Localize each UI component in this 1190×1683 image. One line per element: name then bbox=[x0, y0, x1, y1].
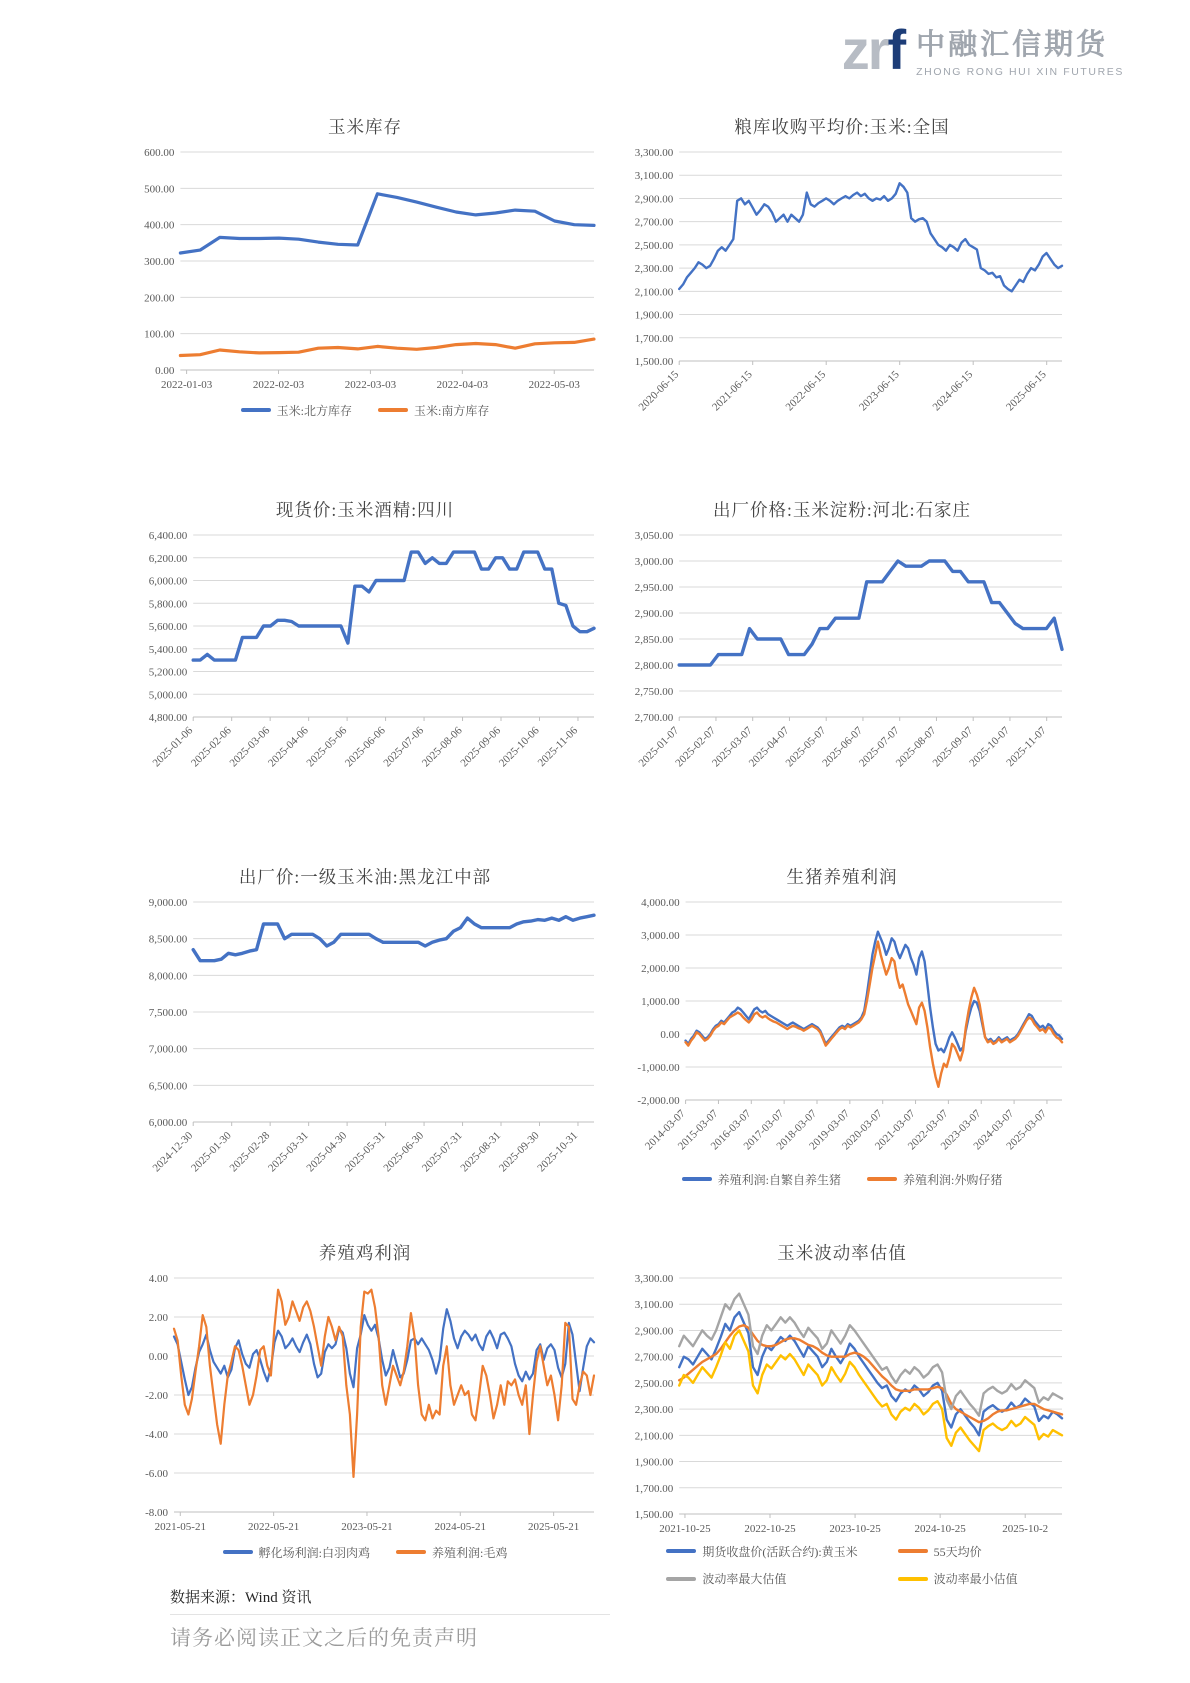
svg-text:9,000.00: 9,000.00 bbox=[148, 897, 188, 909]
svg-text:3,100.00: 3,100.00 bbox=[634, 170, 674, 183]
svg-text:2025-03-31: 2025-03-31 bbox=[265, 1129, 311, 1175]
svg-text:2,700.00: 2,700.00 bbox=[634, 712, 674, 724]
svg-text:2025-09-07: 2025-09-07 bbox=[930, 724, 976, 770]
chart-legend bbox=[130, 1538, 600, 1566]
chart-grain-depot-purchase-price bbox=[616, 112, 1068, 427]
svg-text:2,750.00: 2,750.00 bbox=[634, 686, 674, 698]
svg-text:-8.00: -8.00 bbox=[145, 1507, 168, 1519]
svg-text:2025-08-31: 2025-08-31 bbox=[458, 1129, 504, 1175]
svg-text:2021-03-07: 2021-03-07 bbox=[872, 1107, 918, 1153]
svg-text:1,900.00: 1,900.00 bbox=[634, 309, 674, 322]
svg-text:2,850.00: 2,850.00 bbox=[634, 634, 674, 646]
svg-text:4,800.00: 4,800.00 bbox=[148, 712, 188, 724]
data-source-note: 数据来源：Wind 资讯 bbox=[170, 1586, 610, 1615]
chart-plot bbox=[616, 529, 1068, 783]
svg-text:3,000.00: 3,000.00 bbox=[634, 556, 674, 568]
logo-zr-text: zr bbox=[841, 18, 888, 81]
svg-text:2025-10-06: 2025-10-06 bbox=[496, 724, 542, 770]
chart-title: 养殖鸡利润 bbox=[318, 1243, 412, 1263]
svg-text:5,200.00: 5,200.00 bbox=[148, 666, 188, 679]
svg-text:2025-09-06: 2025-09-06 bbox=[458, 724, 504, 770]
chart-plot bbox=[130, 529, 600, 783]
svg-text:2,900.00: 2,900.00 bbox=[634, 608, 674, 620]
svg-text:2,900.00: 2,900.00 bbox=[634, 1325, 674, 1338]
legend-item bbox=[378, 402, 489, 419]
chart-title: 粮库收购平均价:玉米:全国 bbox=[734, 117, 950, 137]
svg-text:2025-03-06: 2025-03-06 bbox=[227, 724, 273, 770]
svg-text:1,900.00: 1,900.00 bbox=[634, 1456, 674, 1469]
svg-text:2025-04-30: 2025-04-30 bbox=[304, 1129, 350, 1175]
svg-text:5,800.00: 5,800.00 bbox=[148, 598, 188, 611]
legend-label: 55天均价 bbox=[933, 1544, 982, 1559]
chart-title: 生猪养殖利润 bbox=[786, 867, 898, 887]
svg-text:2,900.00: 2,900.00 bbox=[634, 193, 674, 206]
svg-text:2025-09-30: 2025-09-30 bbox=[496, 1129, 542, 1175]
svg-text:2022-04-03: 2022-04-03 bbox=[436, 379, 489, 391]
svg-text:6,500.00: 6,500.00 bbox=[148, 1080, 188, 1093]
svg-text:500.00: 500.00 bbox=[144, 183, 175, 196]
legend-item bbox=[666, 1543, 857, 1560]
svg-text:2025-05-06: 2025-05-06 bbox=[304, 724, 350, 770]
svg-text:2022-03-03: 2022-03-03 bbox=[344, 379, 397, 391]
svg-text:2018-03-07: 2018-03-07 bbox=[774, 1107, 820, 1153]
svg-text:2025-08-06: 2025-08-06 bbox=[419, 724, 465, 770]
logo-text-block bbox=[916, 22, 1124, 78]
svg-text:2021-10-25: 2021-10-25 bbox=[659, 1523, 711, 1535]
svg-text:2025-05-07: 2025-05-07 bbox=[783, 724, 829, 770]
svg-text:2022-01-03: 2022-01-03 bbox=[160, 379, 213, 391]
logo-mark bbox=[841, 18, 905, 81]
svg-text:4,000.00: 4,000.00 bbox=[641, 897, 680, 909]
svg-text:2,700.00: 2,700.00 bbox=[634, 216, 674, 229]
svg-text:2025-03-07: 2025-03-07 bbox=[710, 724, 755, 770]
chart-corn-volatility-valuation bbox=[616, 1238, 1068, 1590]
svg-text:2025-02-28: 2025-02-28 bbox=[227, 1129, 273, 1175]
svg-text:2,950.00: 2,950.00 bbox=[634, 582, 674, 594]
svg-text:0.00: 0.00 bbox=[660, 1029, 680, 1041]
svg-text:2025-06-30: 2025-06-30 bbox=[381, 1129, 427, 1175]
logo-f-text: f bbox=[887, 18, 905, 81]
svg-text:2025-04-07: 2025-04-07 bbox=[746, 724, 792, 770]
chart-plot bbox=[616, 1272, 1068, 1540]
legend-swatch bbox=[378, 408, 408, 412]
svg-text:1,700.00: 1,700.00 bbox=[634, 332, 674, 345]
logo-company-name-en: ZHONG RONG HUI XIN FUTURES bbox=[916, 66, 1124, 78]
svg-text:-2.00: -2.00 bbox=[145, 1390, 168, 1402]
svg-text:2,000.00: 2,000.00 bbox=[641, 963, 680, 975]
legend-label: 波动率最小估值 bbox=[933, 1572, 1018, 1587]
svg-text:7,000.00: 7,000.00 bbox=[148, 1043, 188, 1056]
legend-item bbox=[223, 1544, 370, 1561]
svg-text:8,500.00: 8,500.00 bbox=[148, 933, 188, 946]
svg-text:-2,000.00: -2,000.00 bbox=[637, 1095, 680, 1107]
svg-text:2,300.00: 2,300.00 bbox=[634, 1404, 674, 1417]
chart-legend bbox=[130, 396, 600, 424]
svg-text:2024-10-25: 2024-10-25 bbox=[914, 1523, 966, 1535]
svg-text:2025-05-21: 2025-05-21 bbox=[527, 1521, 580, 1533]
legend-item bbox=[682, 1171, 841, 1188]
chart-corn-alcohol-spot-price bbox=[130, 495, 600, 783]
page-footer bbox=[170, 1586, 610, 1652]
svg-text:2025-06-07: 2025-06-07 bbox=[820, 724, 866, 770]
svg-text:1,500.00: 1,500.00 bbox=[634, 1509, 674, 1521]
chart-corn-oil-factory-price bbox=[130, 862, 600, 1188]
legend-item bbox=[241, 402, 352, 419]
legend-swatch bbox=[396, 1550, 426, 1554]
chart-chicken-farming-profit bbox=[130, 1238, 600, 1566]
chart-title: 出厂价格:玉米淀粉:河北:石家庄 bbox=[712, 500, 972, 520]
legend-swatch bbox=[682, 1177, 712, 1181]
svg-text:2.00: 2.00 bbox=[148, 1312, 168, 1324]
legend-label: 养殖利润:毛鸡 bbox=[432, 1545, 508, 1560]
svg-text:3,000.00: 3,000.00 bbox=[641, 930, 680, 942]
svg-text:2025-03-07: 2025-03-07 bbox=[1004, 1107, 1050, 1153]
svg-text:3,050.00: 3,050.00 bbox=[634, 530, 674, 542]
chart-plot bbox=[130, 146, 600, 396]
svg-text:-6.00: -6.00 bbox=[145, 1468, 168, 1480]
svg-text:2014-03-07: 2014-03-07 bbox=[642, 1107, 688, 1153]
svg-text:2016-03-07: 2016-03-07 bbox=[708, 1107, 754, 1153]
svg-text:3,300.00: 3,300.00 bbox=[634, 147, 674, 159]
svg-text:6,000.00: 6,000.00 bbox=[148, 1117, 188, 1129]
chart-plot bbox=[130, 1272, 600, 1538]
svg-text:2023-10-25: 2023-10-25 bbox=[829, 1523, 881, 1535]
svg-text:2025-10-07: 2025-10-07 bbox=[967, 724, 1013, 770]
svg-text:2025-06-06: 2025-06-06 bbox=[342, 724, 388, 770]
legend-label: 期货收盘价(活跃合约):黄玉米 bbox=[702, 1544, 858, 1559]
svg-text:2021-06-15: 2021-06-15 bbox=[710, 368, 755, 414]
svg-text:300.00: 300.00 bbox=[144, 256, 175, 268]
svg-text:6,200.00: 6,200.00 bbox=[148, 552, 188, 565]
svg-text:6,400.00: 6,400.00 bbox=[148, 530, 188, 542]
legend-swatch bbox=[666, 1549, 696, 1553]
svg-text:2,300.00: 2,300.00 bbox=[634, 263, 674, 276]
svg-text:2025-07-06: 2025-07-06 bbox=[381, 724, 427, 770]
chart-legend bbox=[616, 1540, 1068, 1590]
chart-corn-starch-factory-price bbox=[616, 495, 1068, 783]
svg-text:2025-01-06: 2025-01-06 bbox=[150, 724, 196, 770]
legend-item bbox=[666, 1570, 857, 1587]
svg-text:2019-03-07: 2019-03-07 bbox=[807, 1107, 852, 1153]
svg-text:5,000.00: 5,000.00 bbox=[148, 689, 188, 702]
chart-title: 玉米波动率估值 bbox=[777, 1243, 907, 1263]
legend-label: 孵化场利润:白羽肉鸡 bbox=[258, 1545, 370, 1560]
svg-text:2024-06-15: 2024-06-15 bbox=[930, 368, 976, 414]
chart-corn-inventory bbox=[130, 112, 600, 424]
svg-text:5,400.00: 5,400.00 bbox=[148, 643, 188, 656]
svg-text:2,500.00: 2,500.00 bbox=[634, 239, 674, 252]
svg-text:200.00: 200.00 bbox=[144, 292, 175, 305]
svg-text:2025-02-06: 2025-02-06 bbox=[189, 724, 234, 770]
svg-text:3,100.00: 3,100.00 bbox=[634, 1299, 674, 1312]
chart-title: 出厂价:一级玉米油:黑龙江中部 bbox=[238, 867, 492, 887]
legend-swatch bbox=[223, 1550, 253, 1554]
svg-text:1,000.00: 1,000.00 bbox=[641, 996, 680, 1008]
svg-text:2021-05-21: 2021-05-21 bbox=[154, 1521, 206, 1533]
svg-text:1,700.00: 1,700.00 bbox=[634, 1482, 674, 1495]
svg-text:2,700.00: 2,700.00 bbox=[634, 1351, 674, 1364]
svg-text:2024-05-21: 2024-05-21 bbox=[434, 1521, 486, 1533]
logo-company-name-cn: 中融汇信期货 bbox=[916, 29, 1109, 61]
svg-text:2025-08-07: 2025-08-07 bbox=[893, 724, 939, 770]
svg-text:2025-10-31: 2025-10-31 bbox=[535, 1129, 581, 1175]
legend-label: 波动率最大估值 bbox=[702, 1572, 787, 1587]
chart-plot bbox=[130, 896, 600, 1188]
svg-text:2017-03-07: 2017-03-07 bbox=[741, 1107, 787, 1153]
svg-text:1,500.00: 1,500.00 bbox=[634, 356, 674, 368]
svg-text:2022-06-15: 2022-06-15 bbox=[783, 368, 829, 414]
svg-text:5,600.00: 5,600.00 bbox=[148, 621, 188, 633]
svg-text:400.00: 400.00 bbox=[144, 219, 175, 232]
svg-text:2023-05-21: 2023-05-21 bbox=[341, 1521, 393, 1533]
svg-text:2025-10-2: 2025-10-2 bbox=[1002, 1523, 1049, 1535]
svg-text:2,800.00: 2,800.00 bbox=[634, 660, 674, 672]
svg-text:-1,000.00: -1,000.00 bbox=[637, 1062, 680, 1074]
svg-text:8,000.00: 8,000.00 bbox=[148, 970, 188, 983]
company-logo bbox=[841, 18, 1124, 81]
svg-text:2,100.00: 2,100.00 bbox=[634, 1430, 674, 1443]
chart-legend bbox=[616, 1166, 1068, 1192]
legend-swatch bbox=[867, 1177, 897, 1181]
svg-text:2025-04-06: 2025-04-06 bbox=[265, 724, 311, 770]
svg-text:3,300.00: 3,300.00 bbox=[634, 1273, 674, 1285]
svg-text:2022-05-03: 2022-05-03 bbox=[528, 379, 580, 391]
legend-swatch bbox=[241, 408, 271, 412]
legend-swatch bbox=[666, 1577, 696, 1581]
svg-text:2025-07-31: 2025-07-31 bbox=[419, 1129, 465, 1175]
svg-text:4.00: 4.00 bbox=[148, 1273, 168, 1285]
legend-label: 养殖利润:外购仔猪 bbox=[903, 1172, 1003, 1187]
svg-text:2015-03-07: 2015-03-07 bbox=[675, 1107, 721, 1153]
svg-text:2025-11-06: 2025-11-06 bbox=[535, 724, 581, 770]
svg-text:2020-03-07: 2020-03-07 bbox=[840, 1107, 885, 1153]
chart-pig-farming-profit bbox=[616, 862, 1068, 1192]
svg-text:0.00: 0.00 bbox=[148, 1351, 168, 1363]
svg-text:2024-03-07: 2024-03-07 bbox=[971, 1107, 1017, 1153]
chart-plot bbox=[616, 146, 1068, 427]
svg-text:0.00: 0.00 bbox=[155, 365, 175, 377]
svg-text:2022-03-07: 2022-03-07 bbox=[905, 1107, 951, 1153]
legend-label: 玉米:北方库存 bbox=[276, 403, 352, 418]
svg-text:2025-11-07: 2025-11-07 bbox=[1004, 724, 1049, 770]
legend-swatch bbox=[898, 1577, 928, 1581]
svg-text:2025-05-31: 2025-05-31 bbox=[342, 1129, 388, 1175]
svg-text:2022-02-03: 2022-02-03 bbox=[252, 379, 305, 391]
svg-text:100.00: 100.00 bbox=[144, 328, 175, 341]
svg-text:-4.00: -4.00 bbox=[145, 1429, 168, 1441]
svg-text:2025-06-15: 2025-06-15 bbox=[1004, 368, 1049, 414]
svg-text:2025-02-07: 2025-02-07 bbox=[673, 724, 719, 770]
svg-text:2,100.00: 2,100.00 bbox=[634, 286, 674, 299]
svg-text:2022-10-25: 2022-10-25 bbox=[744, 1523, 796, 1535]
svg-text:600.00: 600.00 bbox=[144, 147, 175, 159]
svg-text:2025-07-07: 2025-07-07 bbox=[857, 724, 902, 770]
chart-title: 现货价:玉米酒精:四川 bbox=[275, 500, 455, 520]
svg-text:2022-05-21: 2022-05-21 bbox=[247, 1521, 300, 1533]
svg-text:2024-12-30: 2024-12-30 bbox=[150, 1129, 196, 1175]
legend-swatch bbox=[898, 1549, 928, 1553]
legend-item bbox=[867, 1171, 1002, 1188]
svg-text:6,000.00: 6,000.00 bbox=[148, 575, 188, 588]
legend-item bbox=[396, 1544, 507, 1561]
legend-label: 养殖利润:自繁自养生猪 bbox=[717, 1172, 841, 1187]
svg-text:2,500.00: 2,500.00 bbox=[634, 1377, 674, 1390]
svg-text:7,500.00: 7,500.00 bbox=[148, 1007, 188, 1019]
chart-title: 玉米库存 bbox=[328, 117, 402, 137]
chart-plot bbox=[616, 896, 1068, 1166]
svg-text:2023-03-07: 2023-03-07 bbox=[938, 1107, 984, 1153]
disclaimer-note: 请务必阅读正文之后的免责声明 bbox=[170, 1626, 478, 1650]
svg-text:2025-01-07: 2025-01-07 bbox=[636, 724, 682, 770]
svg-text:2023-06-15: 2023-06-15 bbox=[857, 368, 902, 414]
svg-text:2025-01-30: 2025-01-30 bbox=[189, 1129, 234, 1175]
svg-text:2020-06-15: 2020-06-15 bbox=[636, 368, 682, 414]
legend-item bbox=[898, 1543, 1018, 1560]
legend-item bbox=[898, 1570, 1018, 1587]
legend-label: 玉米:南方库存 bbox=[414, 403, 490, 418]
